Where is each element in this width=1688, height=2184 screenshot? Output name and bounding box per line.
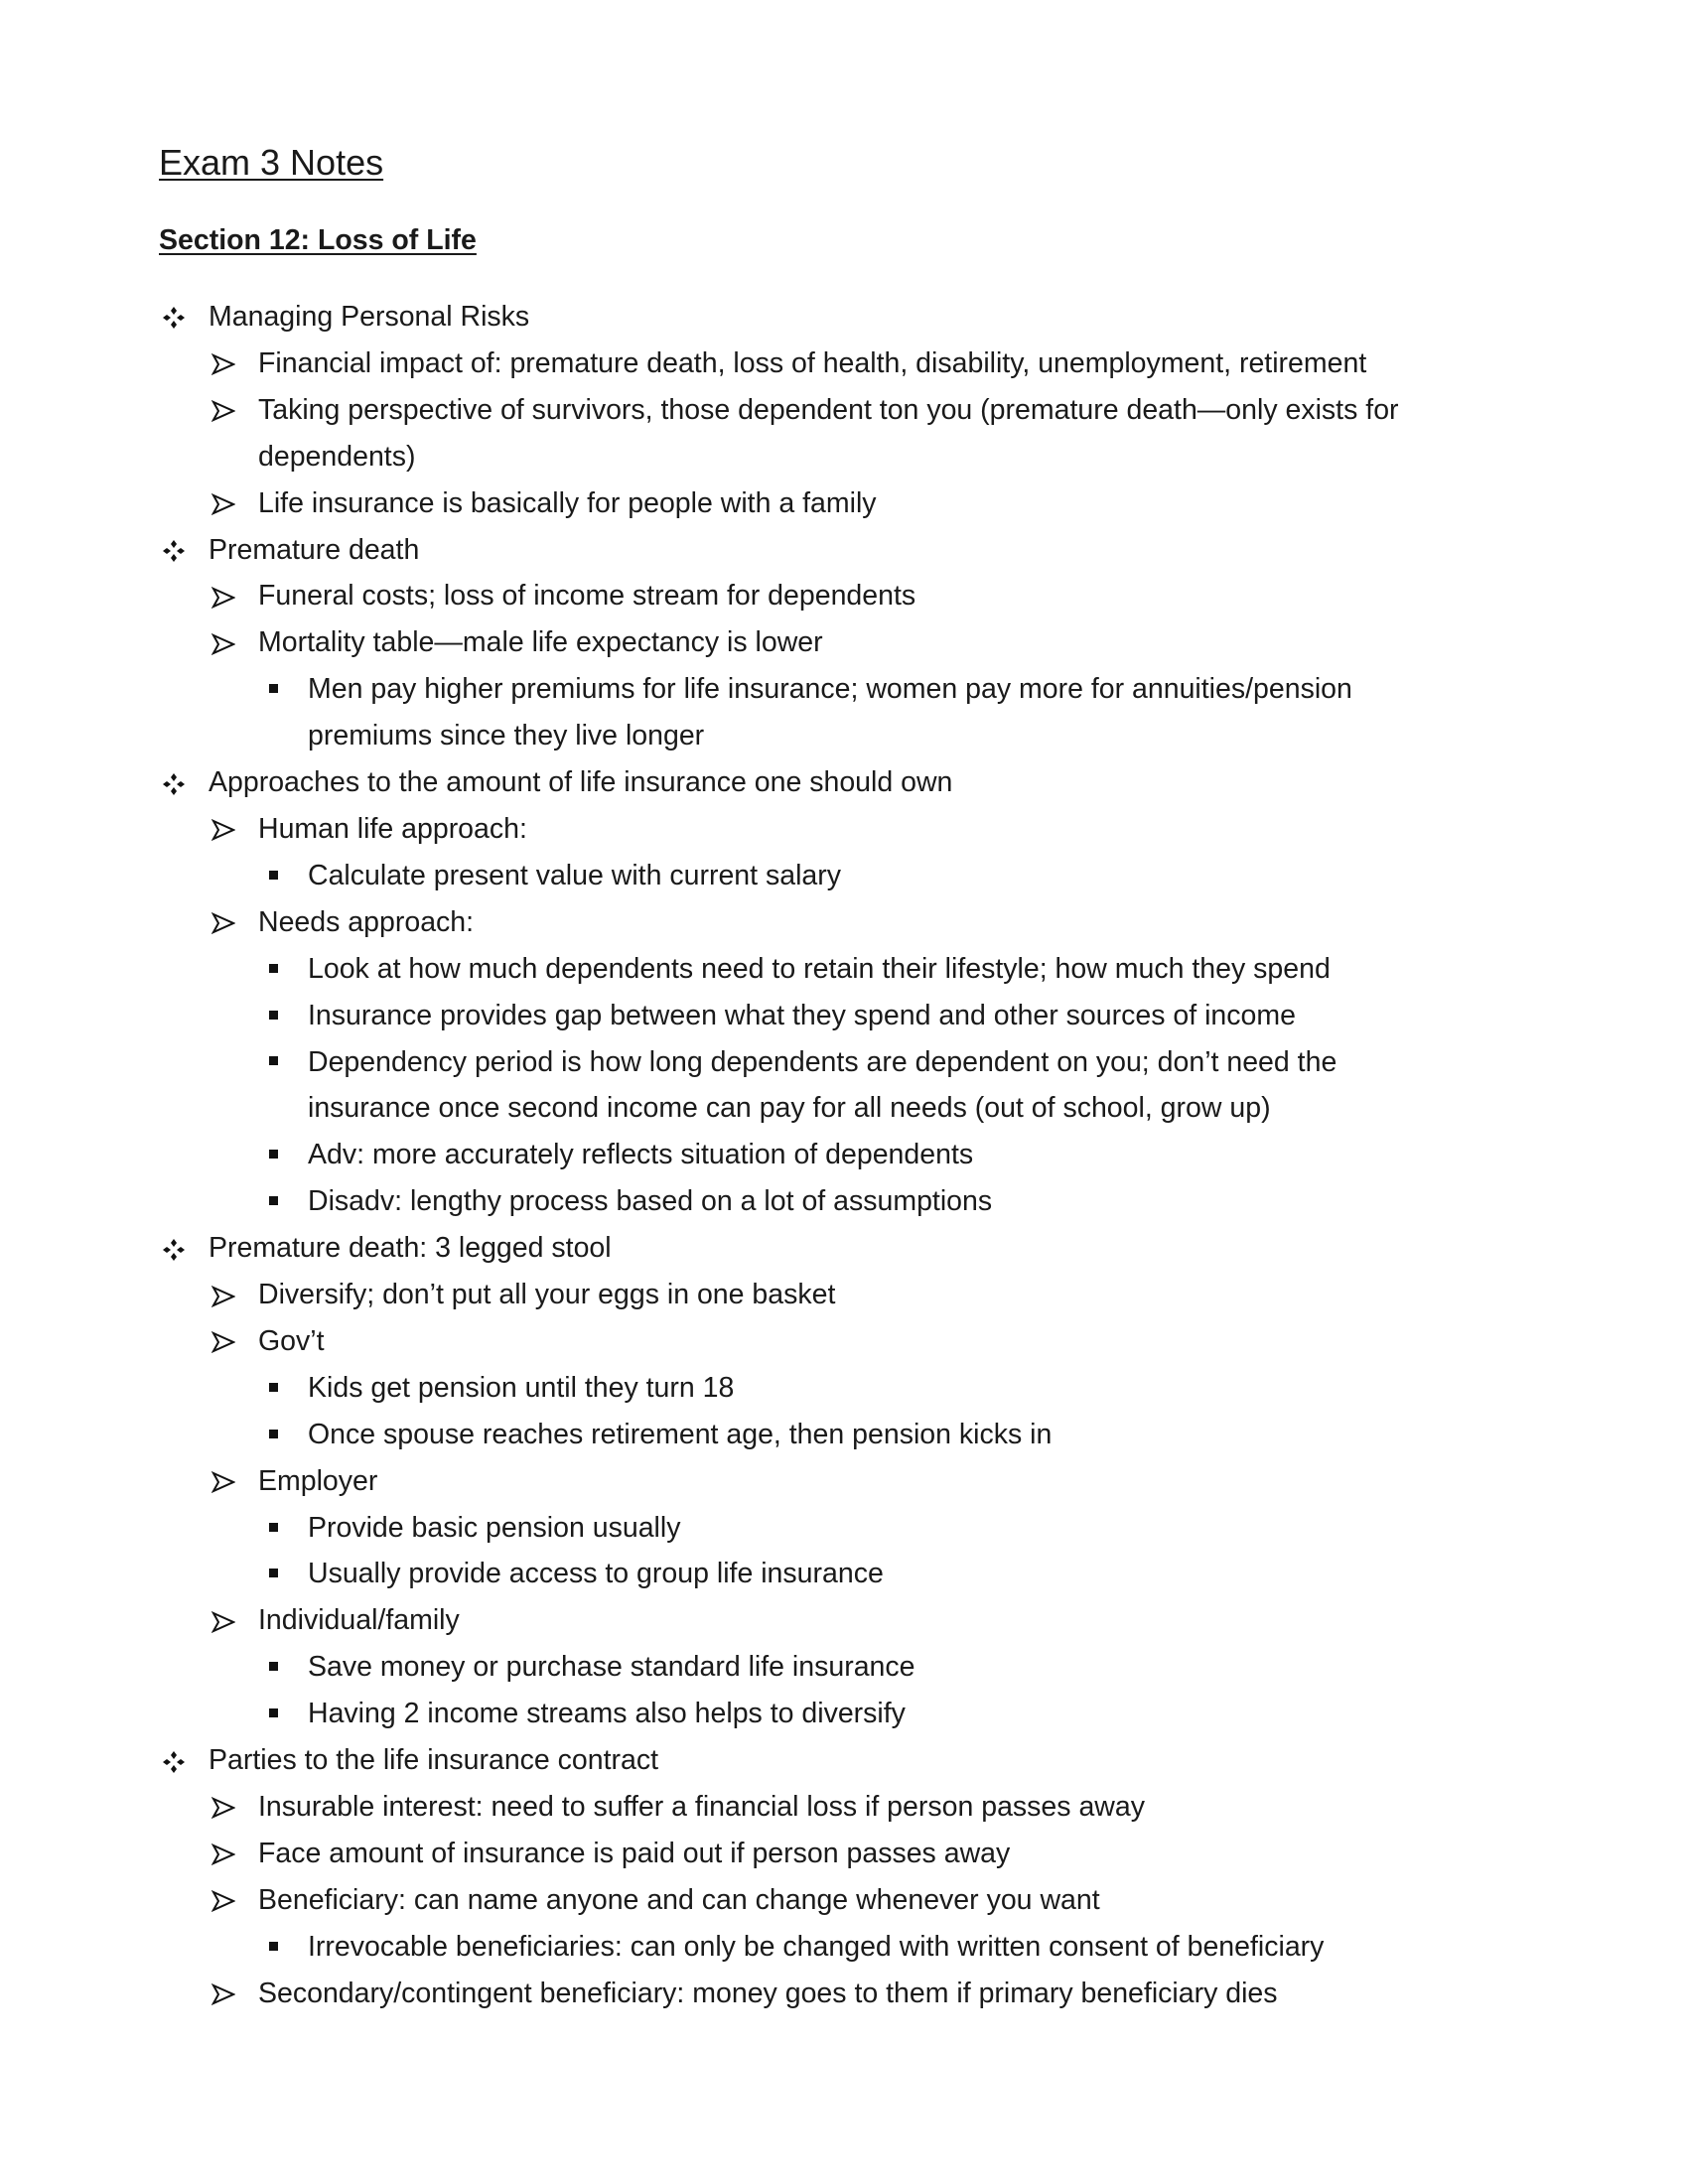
list-item — [0, 1225, 1688, 1272]
square-bullet-icon — [258, 993, 288, 1039]
list-item-text: premiums since they live longer — [308, 720, 705, 752]
arrowhead-bullet-icon — [209, 1318, 238, 1365]
list-item — [0, 1505, 1688, 1552]
list-item — [0, 480, 1688, 527]
diamond-bullet-icon — [159, 1225, 189, 1272]
square-bullet-icon — [258, 1365, 288, 1412]
list-item — [0, 853, 1688, 899]
list-item-continuation — [0, 1085, 1688, 1132]
list-item — [0, 1737, 1688, 1784]
square-bullet-icon — [258, 1691, 288, 1737]
list-item-text: Having 2 income streams also helps to diversify — [308, 1698, 906, 1730]
list-item-text: Funeral costs; loss of income stream for dependents — [258, 580, 916, 613]
list-item — [0, 1784, 1688, 1831]
arrowhead-bullet-icon — [209, 1272, 238, 1318]
list-item-text: Insurable interest: need to suffer a financial loss if person passes away — [258, 1791, 1145, 1823]
diamond-bullet-icon — [159, 759, 189, 806]
list-item-text: Taking perspective of survivors, those dependent ton you (premature death—only exists for — [258, 393, 1399, 426]
list-item-text: dependents) — [258, 440, 416, 473]
square-bullet-icon — [258, 853, 288, 899]
list-item-text: Men pay higher premiums for life insurance; women pay more for annuities/pension — [308, 673, 1352, 706]
list-item-text: Approaches to the amount of life insurance one should own — [209, 766, 953, 799]
list-item — [0, 806, 1688, 853]
square-bullet-icon — [258, 946, 288, 993]
list-item-text: Calculate present value with current salary — [308, 859, 842, 891]
list-item-text: Secondary/contingent beneficiary: money goes to them if primary beneficiary dies — [258, 1977, 1278, 2009]
list-item — [0, 1039, 1688, 1086]
list-item-text: Mortality table—male life expectancy is lower — [258, 626, 823, 659]
list-item-text: insurance once second income can pay for all needs (out of school, grow up) — [308, 1092, 1271, 1125]
section-title: Section 12: Loss of Life — [159, 224, 477, 256]
list-item-text: Usually provide access to group life insurance — [308, 1558, 884, 1590]
arrowhead-bullet-icon — [209, 899, 238, 946]
arrowhead-bullet-icon — [209, 1831, 238, 1877]
list-item-text: Premature death — [209, 533, 420, 566]
list-item — [0, 1318, 1688, 1365]
list-item — [0, 666, 1688, 713]
list-item-text: Insurance provides gap between what they spend and other sources of income — [308, 999, 1296, 1031]
square-bullet-icon — [258, 1551, 288, 1597]
list-item — [0, 759, 1688, 806]
list-item — [0, 1877, 1688, 1924]
list-item-text: Gov’t — [258, 1324, 325, 1357]
list-item-text: Face amount of insurance is paid out if person passes away — [258, 1837, 1011, 1869]
arrowhead-bullet-icon — [209, 1971, 238, 2017]
list-item — [0, 1831, 1688, 1877]
diamond-bullet-icon — [159, 294, 189, 341]
arrowhead-bullet-icon — [209, 1784, 238, 1831]
arrowhead-bullet-icon — [209, 341, 238, 387]
list-item — [0, 1924, 1688, 1971]
list-item-continuation — [0, 434, 1688, 480]
list-item-text: Financial impact of: premature death, loss of health, disability, unemployment, retirement — [258, 346, 1367, 379]
list-item — [0, 1691, 1688, 1737]
list-item-text: Disadv: lengthy process based on a lot of assumptions — [308, 1185, 993, 1218]
list-item — [0, 946, 1688, 993]
square-bullet-icon — [258, 1505, 288, 1552]
list-item-text: Beneficiary: can name anyone and can change whenever you want — [258, 1883, 1100, 1916]
list-item — [0, 1597, 1688, 1644]
square-bullet-icon — [258, 1039, 288, 1086]
list-item-text: Employer — [258, 1464, 378, 1497]
square-bullet-icon — [258, 1412, 288, 1458]
list-item-text: Individual/family — [258, 1604, 460, 1637]
list-item — [0, 1551, 1688, 1597]
square-bullet-icon — [258, 1132, 288, 1178]
list-item-continuation — [0, 713, 1688, 759]
list-item — [0, 1132, 1688, 1178]
list-item — [0, 341, 1688, 387]
arrowhead-bullet-icon — [209, 1458, 238, 1505]
list-item-text: Look at how much dependents need to retain their lifestyle; how much they spend — [308, 952, 1331, 985]
list-item-text: Provide basic pension usually — [308, 1511, 681, 1544]
arrowhead-bullet-icon — [209, 480, 238, 527]
list-item-text: Diversify; don’t put all your eggs in one basket — [258, 1279, 836, 1311]
list-item — [0, 527, 1688, 574]
arrowhead-bullet-icon — [209, 1877, 238, 1924]
square-bullet-icon — [258, 1924, 288, 1971]
list-item-text: Kids get pension until they turn 18 — [308, 1371, 735, 1404]
list-item-text: Premature death: 3 legged stool — [209, 1232, 612, 1265]
list-item — [0, 1971, 1688, 2017]
list-item — [0, 294, 1688, 341]
list-item — [0, 1458, 1688, 1505]
list-item-text: Human life approach: — [258, 812, 527, 845]
square-bullet-icon — [258, 666, 288, 713]
list-item-text: Parties to the life insurance contract — [209, 1744, 659, 1777]
list-item-text: Dependency period is how long dependents are dependent on you; don’t need the — [308, 1045, 1337, 1078]
list-item — [0, 899, 1688, 946]
list-item-text: Save money or purchase standard life insurance — [308, 1651, 915, 1684]
list-item — [0, 573, 1688, 619]
square-bullet-icon — [258, 1644, 288, 1691]
list-item-text: Once spouse reaches retirement age, then pension kicks in — [308, 1418, 1053, 1450]
list-item — [0, 1178, 1688, 1225]
list-item-text: Managing Personal Risks — [209, 301, 530, 333]
list-item — [0, 1365, 1688, 1412]
document-title: Exam 3 Notes — [159, 142, 384, 183]
arrowhead-bullet-icon — [209, 619, 238, 666]
list-item — [0, 993, 1688, 1039]
list-item — [0, 619, 1688, 666]
arrowhead-bullet-icon — [209, 1597, 238, 1644]
arrowhead-bullet-icon — [209, 387, 238, 434]
list-item — [0, 387, 1688, 434]
list-item-text: Adv: more accurately reflects situation of dependents — [308, 1139, 974, 1171]
arrowhead-bullet-icon — [209, 806, 238, 853]
list-item — [0, 1272, 1688, 1318]
diamond-bullet-icon — [159, 1737, 189, 1784]
square-bullet-icon — [258, 1178, 288, 1225]
notes-outline — [0, 294, 1688, 2017]
list-item-text: Life insurance is basically for people with a family — [258, 486, 877, 519]
diamond-bullet-icon — [159, 527, 189, 574]
arrowhead-bullet-icon — [209, 573, 238, 619]
list-item — [0, 1644, 1688, 1691]
list-item-text: Irrevocable beneficiaries: can only be changed with written consent of beneficiary — [308, 1930, 1325, 1963]
list-item-text: Needs approach: — [258, 905, 475, 938]
list-item — [0, 1412, 1688, 1458]
